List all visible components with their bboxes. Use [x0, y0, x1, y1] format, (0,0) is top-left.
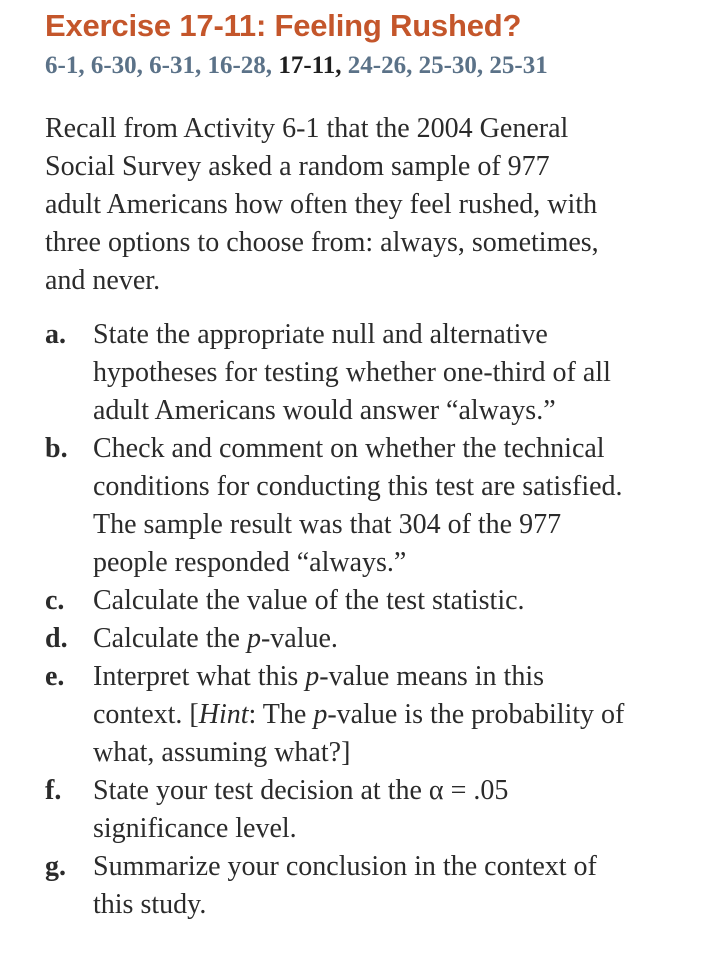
question-g	[45, 848, 705, 924]
item-line: conditions for conducting this test are satisfied.	[93, 471, 623, 502]
item-line: Check and comment on whether the technical	[93, 433, 605, 464]
item-line: State your test decision at the α = .05	[93, 775, 509, 806]
text-run: context. [	[93, 699, 199, 730]
item-line: significance level.	[93, 813, 297, 844]
intro-line: three options to choose from: always, sometimes,	[45, 227, 599, 258]
item-letter: g.	[45, 851, 66, 882]
text-run: : The	[248, 699, 314, 730]
item-line: people responded “always.”	[93, 547, 407, 578]
intro-line: Social Survey asked a random sample of 977	[45, 151, 550, 182]
item-letter: c.	[45, 585, 65, 616]
intro-line: adult Americans how often they feel rushed, with	[45, 189, 598, 220]
item-line: what, assuming what?]	[93, 737, 351, 768]
item-line	[93, 696, 705, 734]
question-c	[45, 582, 705, 620]
p-italic: p	[313, 699, 328, 730]
text-run: -value.	[260, 623, 338, 654]
text-run: Interpret what this	[93, 661, 306, 692]
intro-line: Recall from Activity 6-1 that the 2004 General	[45, 113, 569, 144]
item-letter: d.	[45, 623, 68, 654]
item-line: Calculate the value of the test statistic.	[93, 585, 525, 616]
refs-after: 24-26, 25-30, 25-31	[341, 52, 548, 79]
item-line: this study.	[93, 889, 207, 920]
text-run: -value is the probability of	[327, 699, 625, 730]
p-italic: p	[246, 623, 261, 654]
intro-paragraph	[45, 110, 685, 300]
question-e	[45, 658, 705, 772]
current-exercise-ref: 17-11,	[278, 52, 342, 79]
refs-before: 6-1, 6-30, 6-31, 16-28,	[45, 52, 279, 79]
text-run: -value means in this	[319, 661, 545, 692]
question-d	[45, 620, 705, 658]
exercise-title: Exercise 17-11: Feeling Rushed?	[45, 8, 522, 43]
item-line: hypotheses for testing whether one-third of all	[93, 357, 611, 388]
related-exercise-refs	[45, 52, 548, 80]
hint-italic: Hint	[198, 699, 249, 730]
question-list	[45, 316, 705, 924]
item-letter: e.	[45, 661, 65, 692]
question-b	[45, 430, 705, 582]
item-line: The sample result was that 304 of the 977	[93, 509, 562, 540]
p-italic: p	[305, 661, 320, 692]
item-line: adult Americans would answer “always.”	[93, 395, 556, 426]
item-line: Summarize your conclusion in the context of	[93, 851, 597, 882]
question-a	[45, 316, 705, 430]
item-letter: a.	[45, 319, 66, 350]
question-f	[45, 772, 705, 848]
item-letter: f.	[45, 775, 62, 806]
item-line: State the appropriate null and alternative	[93, 319, 548, 350]
text-run: Calculate the	[93, 623, 247, 654]
item-line	[93, 658, 705, 696]
item-line	[93, 620, 705, 658]
item-letter: b.	[45, 433, 68, 464]
intro-line: and never.	[45, 265, 161, 296]
